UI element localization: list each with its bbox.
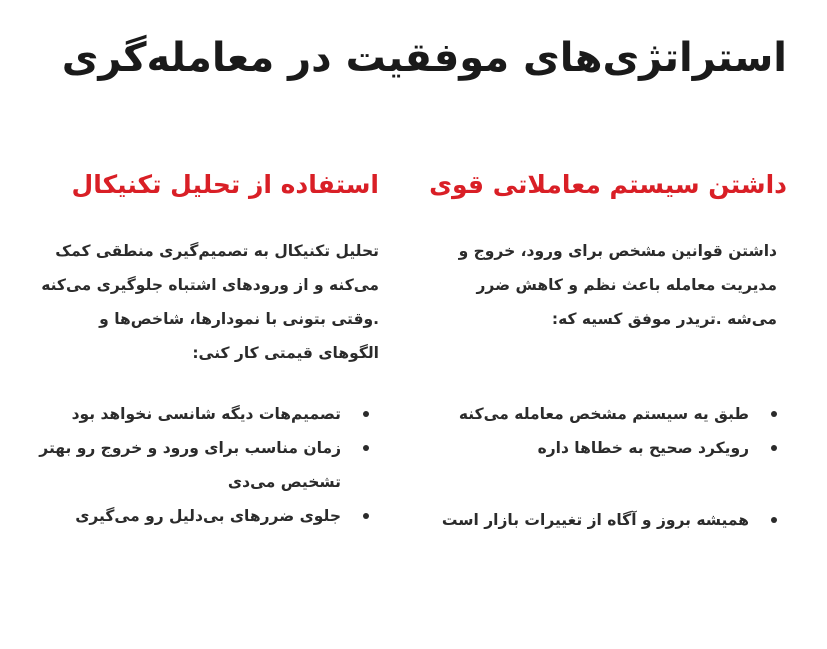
page-title: استراتژی‌های موفقیت در معامله‌گری — [61, 35, 787, 81]
bullet-list — [437, 397, 787, 537]
list-item-text: تصمیم‌هات دیگه شانسی نخواهد بود — [71, 405, 341, 423]
list-item — [437, 397, 787, 431]
list-item — [437, 503, 787, 537]
list-item — [34, 499, 379, 533]
bullet-icon — [363, 445, 369, 451]
list-item — [34, 431, 379, 499]
strategy-section-trading-system — [429, 160, 787, 529]
bullet-icon — [363, 411, 369, 417]
list-item-text: زمان مناسب برای ورود و خروج رو بهتر تشخیص می‌دی — [39, 439, 341, 491]
section-intro: تحلیل تکنیکال به تصمیم‌گیری منطقی کمک می‌کنه و از ورودهای اشتباه جلوگیری می‌کنه .وقتی بتونی با نمودارها، شاخص‌ها و الگوهای قیمتی کار کنی: — [41, 242, 379, 362]
list-item-text: رویکرد صحیح به خطاها داره — [537, 439, 749, 457]
section-heading: استفاده از تحلیل تکنیکال — [71, 170, 379, 199]
bullet-icon — [771, 445, 777, 451]
list-item-text: طبق یه سیستم مشخص معامله می‌کنه — [458, 405, 749, 423]
list-item — [437, 431, 787, 465]
strategy-section-technical-analysis — [34, 160, 379, 525]
bullet-icon — [771, 411, 777, 417]
section-intro: داشتن قوانین مشخص برای ورود، خروج و مدیریت معامله باعث نظم و کاهش ضرر می‌شه .تریدر موفق کسیه که: — [458, 242, 777, 328]
bullet-icon — [363, 513, 369, 519]
bullet-icon — [771, 517, 777, 523]
list-item-text: همیشه بروز و آگاه از تغییرات بازار است — [441, 511, 749, 529]
list-item — [34, 397, 379, 431]
section-heading: داشتن سیستم معاملاتی قوی — [429, 170, 787, 199]
bullet-list — [34, 397, 379, 533]
list-item-text: جلوی ضررهای بی‌دلیل رو می‌گیری — [75, 507, 341, 525]
